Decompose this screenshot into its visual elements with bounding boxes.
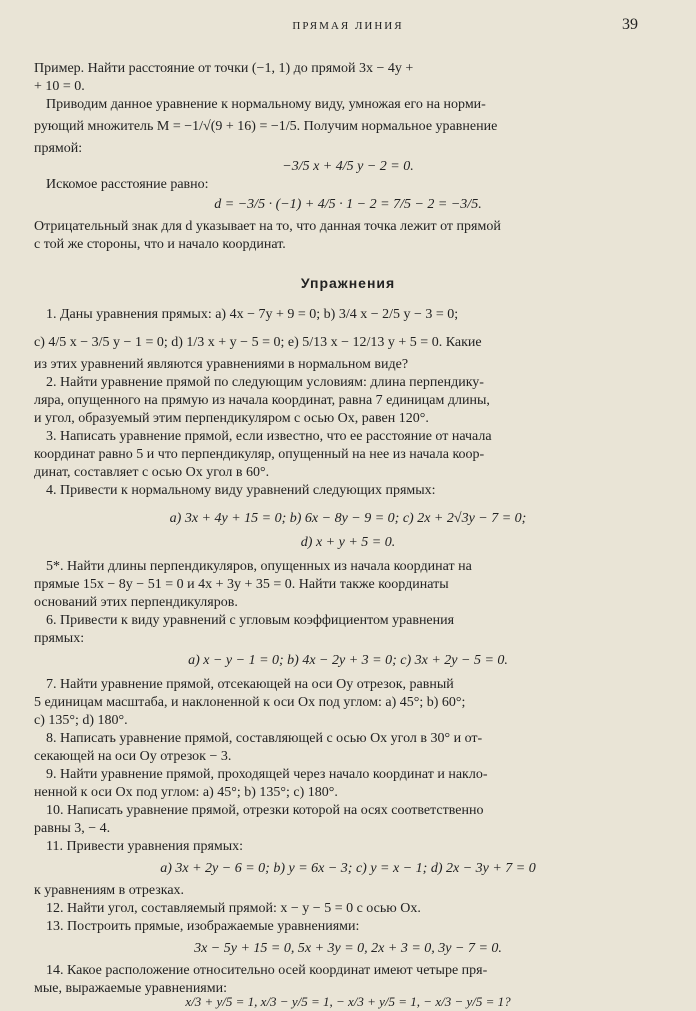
exercise-line: 8. Написать уравнение прямой, составляющей с осью Ox угол в 30° и от- <box>46 731 483 746</box>
page-number: 39 <box>622 16 638 33</box>
running-title: ПРЯМАЯ ЛИНИЯ <box>292 20 404 32</box>
exercise-line: из этих уравнений являются уравнениями в нормальном виде? <box>34 357 409 372</box>
distance-equation: d = −3/5 · (−1) + 4/5 · 1 − 2 = 7/5 − 2 = −3/5. <box>214 197 482 212</box>
exercise-line: 6. Привести к виду уравнений с угловым коэффициентом уравнения <box>46 613 455 628</box>
exercise-line: 12. Найти угол, составляемый прямой: x − y − 5 = 0 с осью Ox. <box>46 901 421 916</box>
normal-equation: −3/5 x + 4/5 y − 2 = 0. <box>282 159 414 174</box>
page-header <box>0 16 696 40</box>
exercise-line: 3. Написать уравнение прямой, если известно, что ее расстояние от начала <box>46 429 492 444</box>
exercise-line: 10. Написать уравнение прямой, отрезки которой на осях соответственно <box>46 803 484 818</box>
exercise-line: 1. Даны уравнения прямых: a) 4x − 7y + 9 = 0; b) 3/4 x − 2/5 y − 3 = 0; <box>46 307 459 322</box>
exercise-line: прямых: <box>34 631 85 646</box>
exercise-formula: a) x − y − 1 = 0; b) 4x − 2y + 3 = 0; c) 3x + 2y − 5 = 0. <box>188 653 508 668</box>
exercise-line: прямые 15x − 8y − 51 = 0 и 4x + 3y + 35 = 0. Найти также координаты <box>34 577 449 592</box>
exercise-line: 13. Построить прямые, изображаемые уравнениями: <box>46 919 360 934</box>
exercises-heading: Упражнения <box>300 275 396 291</box>
exercise-line: секающей на оси Oy отрезок − 3. <box>34 749 232 764</box>
exercise-line: ненной к оси Ox под углом: a) 45°; b) 135°; c) 180°. <box>34 785 338 800</box>
exercise-line: c) 135°; d) 180°. <box>34 713 128 728</box>
example-line: Отрицательный знак для d указывает на то, что данная точка лежит от прямой <box>34 219 501 234</box>
exercise-formula: 3x − 5y + 15 = 0, 5x + 3y = 0, 2x + 3 = 0, 3y − 7 = 0. <box>194 941 502 956</box>
exercise-formula: a) 3x + 2y − 6 = 0; b) y = 6x − 3; c) y = x − 1; d) 2x − 3y + 7 = 0 <box>160 861 536 876</box>
exercise-formula: x/3 + y/5 = 1, x/3 − y/5 = 1, − x/3 + y/5 = 1, − x/3 − y/5 = 1? <box>185 994 511 1009</box>
exercise-line: и угол, образуемый этим перпендикуляром с осью Ox, равен 120°. <box>34 411 429 426</box>
example-line: прямой: <box>34 141 83 156</box>
exercise-line: 7. Найти уравнение прямой, отсекающей на оси Oy отрезок, равный <box>46 677 454 692</box>
example-line: Искомое расстояние равно: <box>46 177 209 192</box>
example-line: Пример. Найти расстояние от точки (−1, 1) до прямой 3x − 4y + <box>34 61 414 76</box>
exercise-line: ляра, опущенного на прямую из начала координат, равна 7 единицам длины, <box>34 393 490 408</box>
exercise-line: c) 4/5 x − 3/5 y − 1 = 0; d) 1/3 x + y − 5 = 0; e) 5/13 x − 12/13 y + 5 = 0. Какие <box>34 335 482 350</box>
example-line: + 10 = 0. <box>34 79 85 94</box>
exercise-line: к уравнениям в отрезках. <box>34 883 185 898</box>
exercise-formula: a) 3x + 4y + 15 = 0; b) 6x − 8y − 9 = 0; c) 2x + 2√3y − 7 = 0; <box>169 511 527 526</box>
exercise-line: 2. Найти уравнение прямой по следующим условиям: длина перпендику- <box>46 375 484 390</box>
exercise-line: 5*. Найти длины перпендикуляров, опущенных из начала координат на <box>46 559 472 574</box>
example-line: с той же стороны, что и начало координат. <box>34 237 286 252</box>
exercise-line: 9. Найти уравнение прямой, проходящей через начало координат и накло- <box>46 767 488 782</box>
exercise-line: динат, составляет с осью Ox угол в 60°. <box>34 465 270 480</box>
exercise-line: координат равно 5 и что перпендикуляр, опущенный на нее из начала коор- <box>34 447 485 462</box>
example-line: рующий множитель M = −1/√(9 + 16) = −1/5. Получим нормальное уравнение <box>34 119 498 134</box>
exercise-line: 4. Привести к нормальному виду уравнений следующих прямых: <box>46 483 436 498</box>
exercise-line: 11. Привести уравнения прямых: <box>46 839 244 854</box>
exercise-line: равны 3, − 4. <box>34 821 111 836</box>
exercise-formula: d) x + y + 5 = 0. <box>300 535 396 550</box>
exercise-line: 5 единицам масштаба, и наклоненной к оси Ox под углом: a) 45°; b) 60°; <box>34 695 466 710</box>
exercise-line: 14. Какое расположение относительно осей координат имеют четыре пря- <box>46 963 488 978</box>
exercise-line: оснований этих перпендикуляров. <box>34 595 238 610</box>
example-line: Приводим данное уравнение к нормальному виду, умножая его на норми- <box>46 97 486 112</box>
exercise-line: мые, выражаемые уравнениями: <box>34 981 227 996</box>
